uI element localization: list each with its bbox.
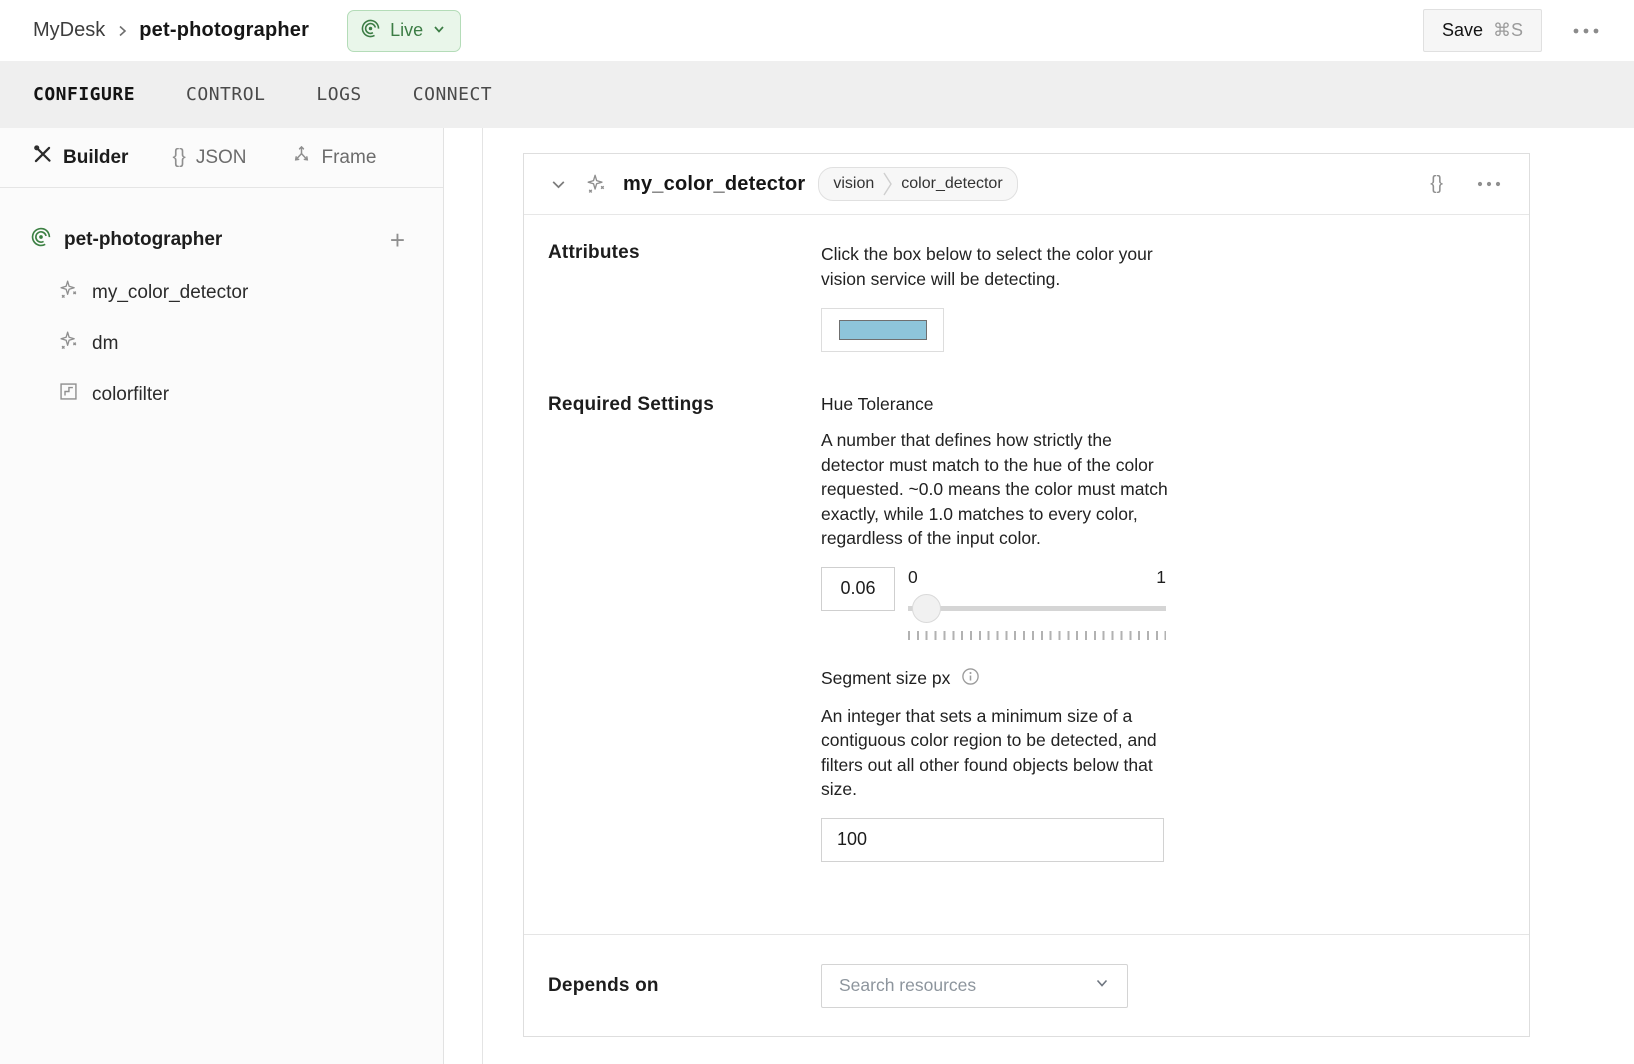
frame-axes-icon [291,144,312,171]
view-tab-frame-label: Frame [321,146,377,168]
depends-on-section [524,934,1529,1036]
attributes-section [524,215,1529,352]
resource-tree [0,188,443,408]
breadcrumb-current: pet-photographer [139,19,310,41]
view-tab-builder-label: Builder [63,146,129,168]
info-icon[interactable] [961,667,980,691]
panel-divider [482,128,483,1064]
tree-item-machine-label: pet-photographer [64,228,223,250]
hue-tolerance-input[interactable] [821,567,895,611]
view-tab-builder[interactable] [32,144,128,171]
tree-item-dm[interactable] [30,330,443,357]
resource-card-body [524,215,1529,934]
tree-item-label: colorfilter [92,383,170,405]
config-main-panel [444,128,1634,1064]
more-options-button[interactable] [1566,17,1606,44]
braces-icon: {} [172,146,186,168]
component-transform-icon [58,381,79,408]
save-button[interactable] [1423,9,1542,52]
color-swatch [839,320,927,340]
attributes-heading: Attributes [548,242,640,263]
chevron-down-icon [1094,975,1110,996]
resource-title: my_color_detector [623,172,806,195]
tab-connect[interactable]: CONNECT [412,84,493,105]
chevron-down-icon [550,176,567,193]
tree-item-colorfilter[interactable] [30,381,443,408]
add-resource-button[interactable]: + [389,224,405,255]
top-header [0,0,1634,61]
resource-card-header [524,154,1529,215]
hue-tolerance-control [821,567,1529,640]
hue-tolerance-label: Hue Tolerance [821,394,934,414]
tab-configure[interactable]: CONFIGURE [33,84,136,105]
tree-item-machine[interactable] [30,226,443,253]
breadcrumb [33,19,309,42]
tools-icon [32,144,53,171]
hue-slider-handle[interactable] [912,594,941,623]
chevron-right-icon [115,24,129,38]
chip-api-label: vision [833,175,875,192]
service-sparkle-icon [58,279,79,306]
tree-item-label: my_color_detector [92,281,249,303]
chip-model-label: color_detector [901,175,1003,192]
model-chip [818,167,1017,201]
service-sparkle-icon [585,173,607,195]
slider-tick-marks [908,631,1166,640]
sidebar-view-tabs [0,128,443,188]
live-status-dropdown[interactable] [347,10,461,52]
resource-card-my-color-detector [523,153,1530,1037]
braces-icon: {} [1430,173,1443,194]
required-settings-section [524,352,1529,862]
depends-on-placeholder: Search resources [839,975,977,995]
service-sparkle-icon [58,330,79,357]
view-tab-json-label: JSON [195,146,247,168]
breadcrumb-parent[interactable]: MyDesk [33,19,106,41]
view-tab-json[interactable] [172,146,246,169]
machine-live-icon [360,18,381,44]
tree-item-my-color-detector[interactable] [30,279,443,306]
hue-tolerance-slider[interactable] [908,593,1166,623]
tab-control[interactable]: CONTROL [186,84,266,105]
segment-size-description: An integer that sets a minimum size of a contiguous color region to be detected, and filters out all other found objects below that size. [821,705,1157,799]
edit-json-button[interactable] [1426,169,1447,199]
machine-live-icon [30,226,52,253]
tab-logs[interactable]: LOGS [316,84,362,105]
save-shortcut-hint: ⌘S [1492,20,1523,40]
card-more-options-button[interactable] [1473,177,1505,191]
ellipsis-icon [1572,27,1600,35]
required-settings-heading: Required Settings [548,394,714,415]
save-button-label: Save [1441,20,1483,40]
depends-on-heading: Depends on [548,974,659,996]
ellipsis-icon [1477,181,1501,187]
segment-size-input[interactable] [821,818,1164,862]
chevron-down-icon [432,20,446,41]
slider-max-label: 1 [1156,566,1166,587]
chip-separator-icon [882,171,893,197]
live-label: Live [390,20,424,40]
main-nav-tabs [0,61,1634,128]
hue-tolerance-description: A number that defines how strictly the detector must match to the hue of the color requested. ~0.0 means the color must match exactly, while 1.0 matches to every color, regardless of the input color. [821,430,1168,548]
color-picker-box[interactable] [821,308,944,352]
slider-min-label: 0 [908,566,918,587]
collapse-card-button[interactable] [546,172,571,197]
attributes-description: Click the box below to select the color your vision service will be detecting. [821,244,1153,289]
view-tab-frame[interactable] [291,144,377,171]
slider-track [908,606,1166,611]
tree-item-label: dm [92,332,119,354]
config-sidebar [0,128,444,1064]
depends-on-select[interactable] [821,964,1128,1008]
segment-size-label: Segment size px [821,668,951,688]
